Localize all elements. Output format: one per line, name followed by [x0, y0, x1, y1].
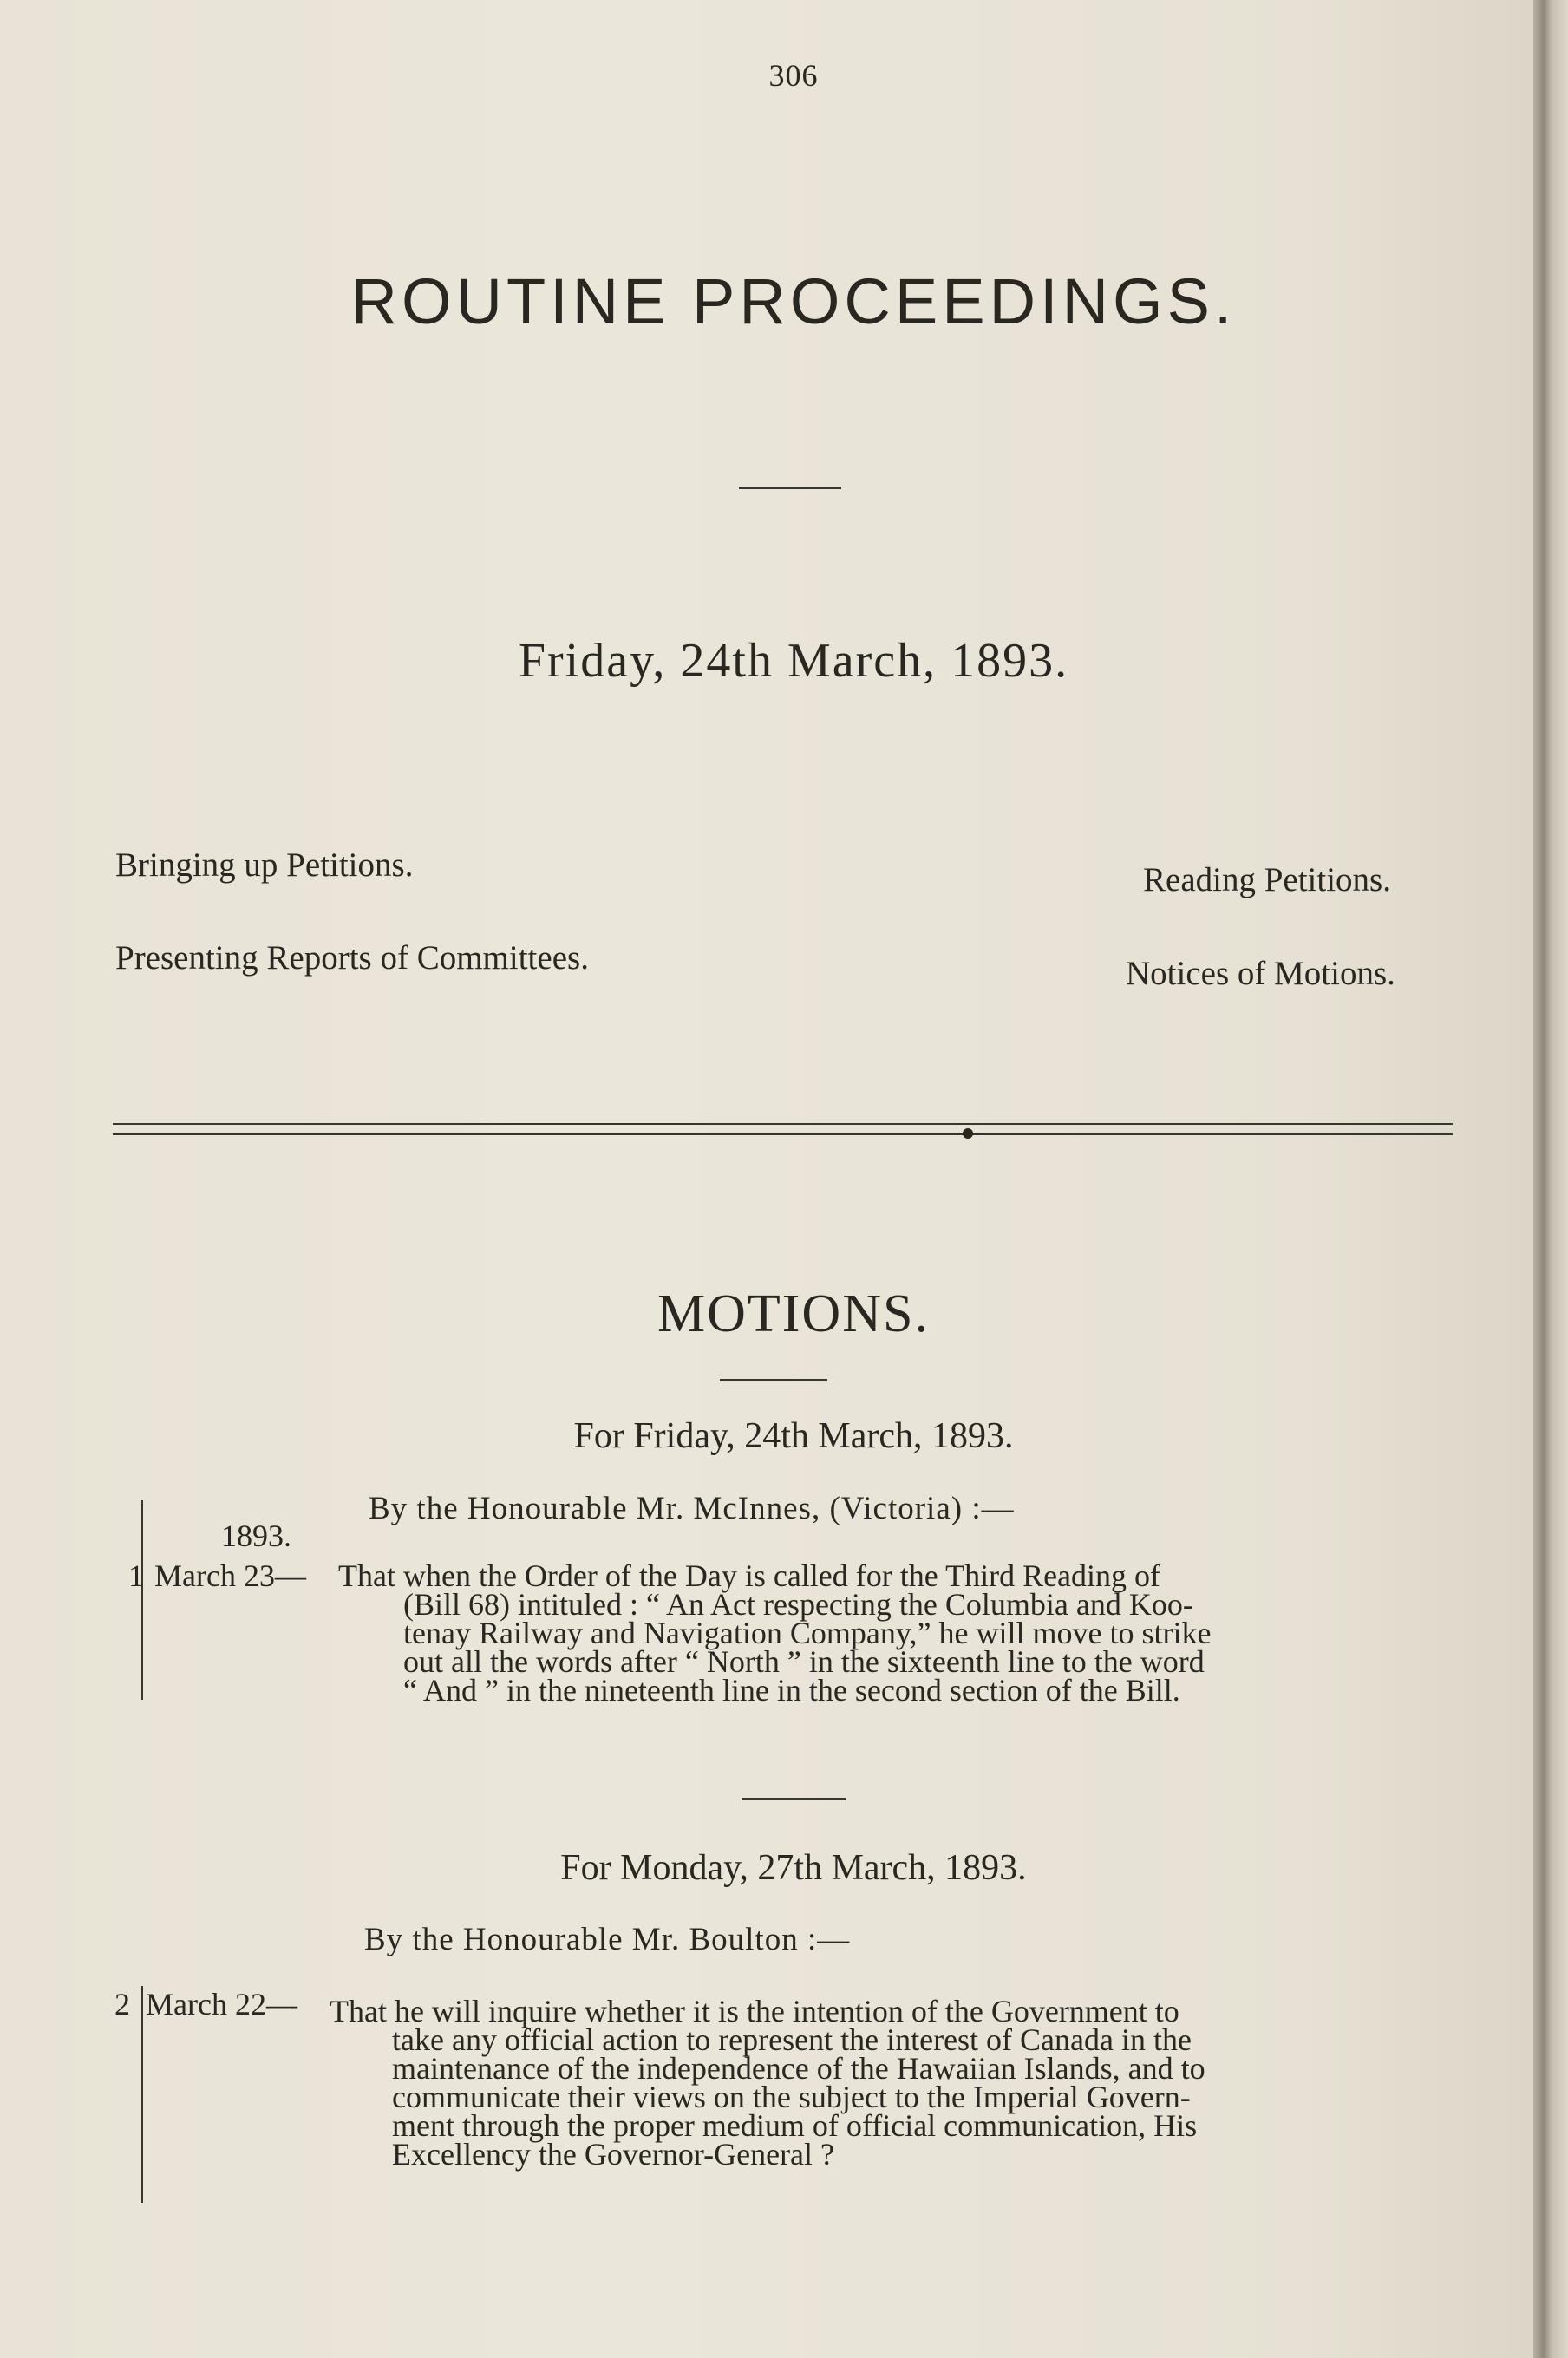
date-heading: Friday, 24th March, 1893.: [518, 634, 1069, 688]
motion-2-byline: By the Honourable Mr. Boulton :—: [364, 1922, 851, 1957]
motion-2-text: [330, 1994, 1205, 2172]
margin-rule: [141, 1986, 143, 2203]
page-title: ROUTINE PROCEEDINGS.: [350, 265, 1237, 337]
text-line: That when the Order of the Day is called for the Third Reading of: [338, 1558, 1161, 1593]
text-line: Excellency the Governor-General ?: [392, 2137, 835, 2172]
motion-2-number: 2: [114, 1987, 130, 2022]
routine-bringing-up-petitions: Bringing up Petitions.: [115, 846, 414, 884]
motions-heading: MOTIONS.: [657, 1284, 930, 1343]
text-line: take any official action to represent the interest of Canada in the: [392, 2022, 1192, 2057]
motion-1-for-heading: For Friday, 24th March, 1893.: [573, 1416, 1014, 1456]
routine-notices-of-motions: Notices of Motions.: [1126, 955, 1395, 992]
text-line: out all the words after “ North ” in the sixteenth line to the word: [403, 1644, 1205, 1679]
motion-1-number: 1: [128, 1558, 144, 1593]
motions-divider: [720, 1379, 827, 1381]
page-number: 306: [768, 58, 819, 93]
motion-1-text: [338, 1558, 1212, 1708]
motion-divider: [742, 1798, 846, 1800]
rule-ornament: [963, 1128, 973, 1139]
motion-2-date-label: March 22—: [146, 1987, 297, 2022]
page-binding-edge: [1533, 0, 1568, 2358]
motion-1-byline: By the Honourable Mr. McInnes, (Victoria) :—: [369, 1491, 1015, 1526]
text-line: “ And ” in the nineteenth line in the second section of the Bill.: [403, 1673, 1180, 1708]
margin-rule: [141, 1500, 143, 1700]
text-line: maintenance of the independence of the Hawaiian Islands, and to: [392, 2051, 1205, 2086]
section-double-rule: [113, 1123, 1453, 1135]
text-line: communicate their views on the subject to the Imperial Govern-: [392, 2080, 1191, 2114]
text-line: ment through the proper medium of official communication, His: [392, 2108, 1198, 2143]
text-line: tenay Railway and Navigation Company,” he will move to strike: [403, 1616, 1212, 1650]
routine-reading-petitions: Reading Petitions.: [1143, 861, 1391, 898]
motion-1-date-label: March 23—: [154, 1558, 306, 1593]
routine-presenting-reports: Presenting Reports of Committees.: [115, 939, 589, 977]
title-divider: [739, 487, 841, 489]
motion-2-for-heading: For Monday, 27th March, 1893.: [560, 1848, 1027, 1888]
text-line: That he will inquire whether it is the intention of the Government to: [330, 1994, 1179, 2028]
text-line: (Bill 68) intituled : “ An Act respecting the Columbia and Koo-: [403, 1587, 1193, 1622]
motion-1-year: 1893.: [221, 1519, 291, 1553]
